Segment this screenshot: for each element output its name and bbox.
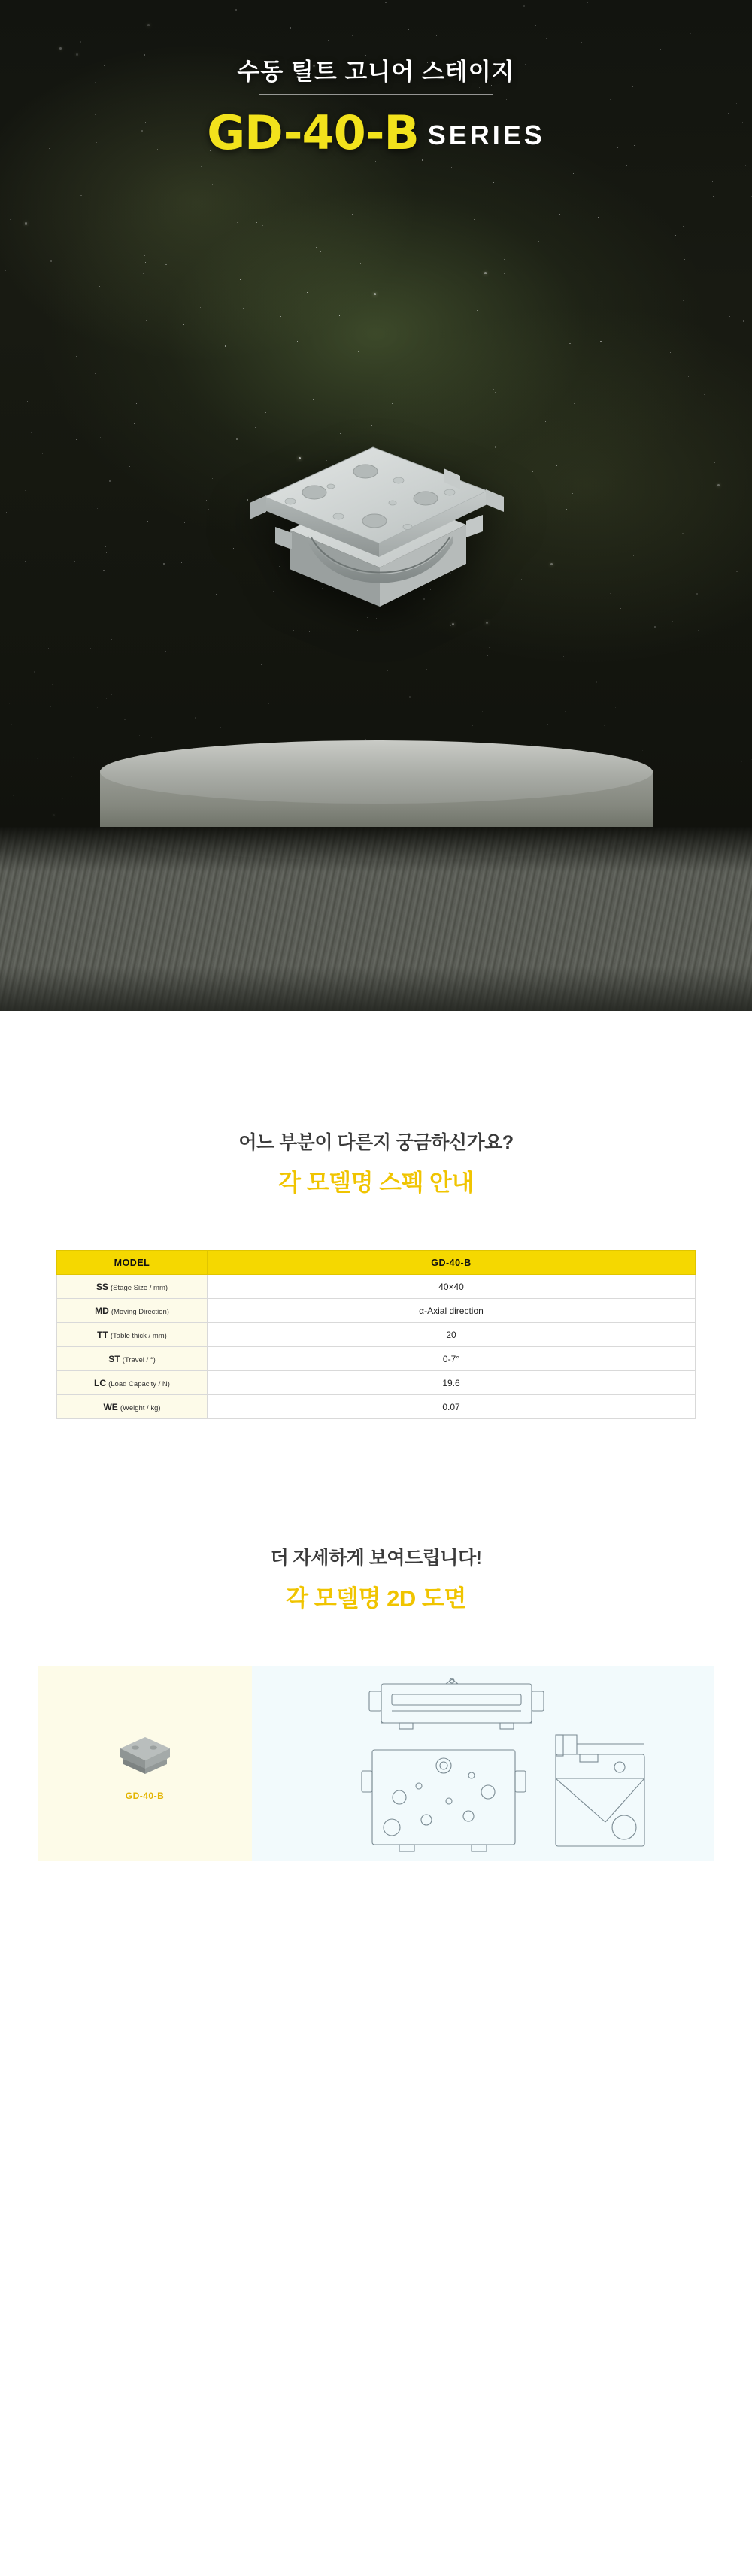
hero-section	[0, 0, 752, 1011]
row-full: (Stage Size / mm)	[111, 1283, 168, 1292]
stage-thumbnail-icon	[111, 1726, 179, 1780]
table-row	[57, 1323, 696, 1347]
drawing-section	[0, 1419, 752, 1951]
spec-subtitle: 어느 부분이 다른지 궁금하신가요?	[238, 1132, 514, 1153]
header-model: MODEL	[57, 1251, 208, 1275]
hero-title: 수동 틸트 고니어 스테이지	[237, 59, 515, 85]
row-value-tt: 20	[208, 1323, 696, 1347]
hero-model-code: GD-40-B	[207, 105, 419, 160]
spec-table-head	[57, 1251, 696, 1275]
drawing-subtitle: 더 자세하게 보여드립니다!	[270, 1548, 482, 1569]
ground-bottom-shade	[0, 966, 752, 1011]
row-full: (Load Capacity / N)	[108, 1379, 170, 1388]
row-full: (Travel / °)	[122, 1355, 156, 1364]
row-label-lc	[57, 1371, 208, 1395]
spec-section-heading	[0, 1128, 752, 1197]
row-abbr: MD	[95, 1305, 109, 1316]
header-gd40b: GD-40-B	[208, 1251, 696, 1275]
spec-table	[56, 1250, 696, 1419]
table-header-row	[57, 1251, 696, 1275]
row-label-md	[57, 1299, 208, 1323]
row-abbr: ST	[108, 1353, 120, 1364]
row-value-we: 0.07	[208, 1395, 696, 1419]
row-abbr: LC	[94, 1377, 107, 1388]
drawing-blueprint-panel	[252, 1666, 714, 1861]
drawing-thumbnail-panel	[38, 1666, 252, 1861]
table-row	[57, 1275, 696, 1299]
drawing-panel-wrap	[0, 1666, 752, 1861]
hero-series-word: SERIES	[427, 120, 545, 150]
spec-table-wrap	[0, 1250, 752, 1419]
spec-title: 각 모델명 스펙 안내	[278, 1170, 474, 1196]
row-value-md: α-Axial direction	[208, 1299, 696, 1323]
row-abbr: SS	[96, 1281, 108, 1292]
ground-fade	[0, 827, 752, 872]
table-row	[57, 1371, 696, 1395]
product-image	[218, 342, 534, 658]
row-label-we	[57, 1395, 208, 1419]
drawing-model-label: GD-40-B	[125, 1790, 165, 1801]
stage-illustration	[218, 342, 534, 658]
row-abbr: WE	[103, 1401, 118, 1412]
table-row	[57, 1347, 696, 1371]
row-value-ss: 40×40	[208, 1275, 696, 1299]
pedestal-top	[100, 740, 653, 804]
spec-table-body	[57, 1275, 696, 1419]
2d-drawing	[252, 1666, 714, 1861]
row-label-ss	[57, 1275, 208, 1299]
table-row	[57, 1299, 696, 1323]
spec-section	[0, 1011, 752, 1419]
hero-model-line	[0, 105, 752, 160]
row-value-lc: 19.6	[208, 1371, 696, 1395]
row-label-tt	[57, 1323, 208, 1347]
row-label-st	[57, 1347, 208, 1371]
table-row	[57, 1395, 696, 1419]
row-full: (Moving Direction)	[111, 1307, 169, 1316]
row-value-st: 0-7°	[208, 1347, 696, 1371]
hero-divider	[259, 94, 493, 95]
row-full: (Table thick / mm)	[110, 1331, 167, 1340]
drawing-section-heading	[0, 1543, 752, 1613]
drawing-title: 각 모델명 2D 도면	[286, 1585, 466, 1612]
row-abbr: TT	[97, 1329, 108, 1340]
row-full: (Weight / kg)	[120, 1403, 161, 1412]
drawing-panel	[38, 1666, 714, 1861]
